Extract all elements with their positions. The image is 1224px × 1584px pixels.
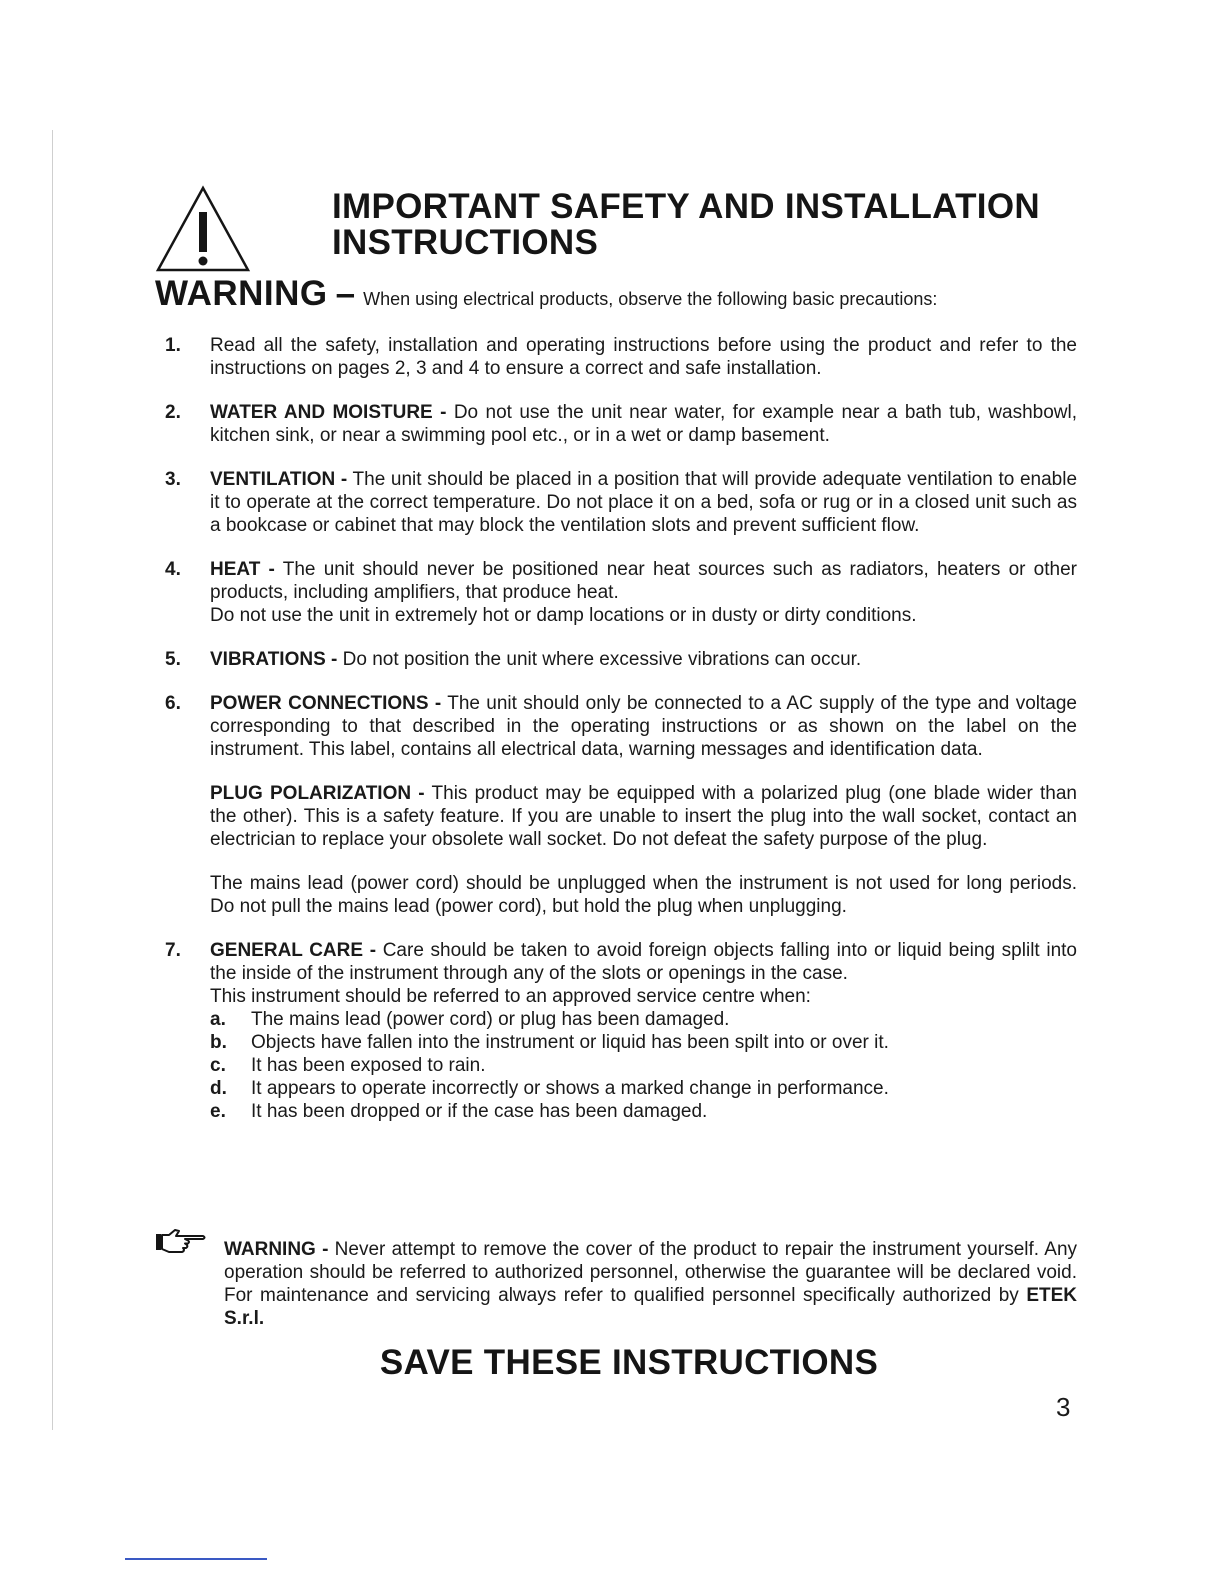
- list-item: [165, 558, 1077, 627]
- title-line-1: IMPORTANT SAFETY AND INSTALLATION: [332, 187, 1040, 226]
- final-warning-label: WARNING -: [224, 1239, 329, 1260]
- item-text: Read all the safety, installation and operating instructions before using the product and refer to the instructions on pages 2, 3 and 4 to ensure a correct and safe installation.: [210, 335, 1077, 379]
- item-number: 7.: [165, 940, 181, 961]
- list-item: [165, 468, 1077, 537]
- item-label: VENTILATION -: [210, 469, 348, 490]
- sub-letter: b.: [210, 1032, 227, 1053]
- sub-letter: c.: [210, 1055, 226, 1076]
- item-text: VENTILATION - The unit should be placed in a position that will provide adequate ventilation to enable it to operate at the correct temperature. Do not place it on a bed, sofa or rug or in a closed unit such as a bookcase or cabinet that may block the ventilation slots and prevent sufficient flow.: [210, 469, 1078, 536]
- list-item: [165, 334, 1077, 380]
- page-title: [332, 189, 1040, 261]
- warning-triangle-icon: [155, 185, 251, 273]
- sub-list-item: e. It has been dropped or if the case has been damaged.: [210, 1101, 708, 1122]
- page-header: [155, 185, 1095, 275]
- item-text: VIBRATIONS - Do not position the unit where excessive vibrations can occur.: [210, 649, 862, 670]
- item-text: WATER AND MOISTURE - Do not use the unit near water, for example near a bath tub, washbowl, kitchen sink, or near a swimming pool etc., or in a wet or damp basement.: [210, 402, 1077, 446]
- item-label: POWER CONNECTIONS -: [210, 693, 442, 714]
- item-number: 5.: [165, 649, 181, 670]
- item-sublabel: PLUG POLARIZATION -: [210, 783, 425, 804]
- item-number: 6.: [165, 693, 181, 714]
- item-text: POWER CONNECTIONS - The unit should only be connected to a AC supply of the type and voltage corresponding to that described in the operating instructions or as shown on the label on the instrument. This label, contains all electrical data, warning messages and identification data.: [210, 693, 1077, 760]
- sub-letter: a.: [210, 1009, 226, 1030]
- title-line-2: INSTRUCTIONS: [332, 223, 599, 262]
- sub-list-item: d. It appears to operate incorrectly or shows a marked change in performance.: [210, 1078, 889, 1099]
- item-label: GENERAL CARE -: [210, 940, 377, 961]
- pointing-hand-icon: [155, 1228, 207, 1254]
- sub-list-item: a. The mains lead (power cord) or plug has been damaged.: [210, 1009, 730, 1030]
- list-item: [165, 692, 1077, 918]
- item-paragraph: The mains lead (power cord) should be unplugged when the instrument is not used for long periods. Do not pull the mains lead (power cord), but hold the plug when unplugging.: [210, 873, 1077, 917]
- item-number: 2.: [165, 402, 181, 423]
- item-label: WATER AND MOISTURE -: [210, 402, 447, 423]
- warning-intro-text: When using electrical products, observe the following basic precautions:: [363, 289, 938, 309]
- list-item: [165, 939, 1077, 1123]
- scan-edge-line: [52, 130, 53, 1430]
- final-warning-text: WARNING - Never attempt to remove the cover of the product to repair the instrument yourself. Any operation should be referred to authorized personnel, otherwise the guarantee will be declared void. For maintenance and servicing always refer to qualified personnel specifically authorized by ETEK S.r.l.: [224, 1239, 1078, 1329]
- item-number: 1.: [165, 335, 181, 356]
- warning-heading: WARNING: [155, 274, 328, 313]
- warning-intro: [155, 274, 937, 314]
- safety-instructions-list: [165, 334, 1077, 1144]
- sub-letter: e.: [210, 1101, 226, 1122]
- list-item: [165, 401, 1077, 447]
- brand-name: ETEK S.r.l.: [224, 1285, 1077, 1329]
- item-text: HEAT - The unit should never be positioned near heat sources such as radiators, heaters or other products, including amplifiers, that produce heat. Do not use the unit in extremely hot or damp locations or in dusty or dirty conditions.: [210, 559, 1077, 626]
- item-paragraph: PLUG POLARIZATION - This product may be equipped with a polarized plug (one blade wider than the other). This is a safety feature. If you are unable to insert the plug into the wall socket, contact an electrician to replace your obsolete wall socket. Do not defeat the safety purpose of the plug.: [210, 783, 1077, 850]
- final-warning: [155, 1228, 1077, 1330]
- warning-dash: –: [335, 274, 356, 313]
- sub-list-item: b. Objects have fallen into the instrument or liquid has been spilt into or over it.: [210, 1032, 889, 1053]
- service-conditions-list: [210, 1008, 1077, 1123]
- item-number: 4.: [165, 559, 181, 580]
- item-label: HEAT -: [210, 559, 275, 580]
- item-label: VIBRATIONS -: [210, 649, 338, 670]
- item-number: 3.: [165, 469, 181, 490]
- bottom-rule: [125, 1558, 267, 1560]
- save-instructions-heading: SAVE THESE INSTRUCTIONS: [379, 1343, 879, 1382]
- item-text: GENERAL CARE - Care should be taken to avoid foreign objects falling into or liquid being splilt into the inside of the instrument through any of the slots or openings in the case. This instrument should be referred to an approved service centre when:: [210, 940, 1077, 1007]
- sub-letter: d.: [210, 1078, 227, 1099]
- page-number: 3: [1056, 1392, 1071, 1422]
- list-item: [165, 648, 1077, 671]
- sub-list-item: c. It has been exposed to rain.: [210, 1055, 486, 1076]
